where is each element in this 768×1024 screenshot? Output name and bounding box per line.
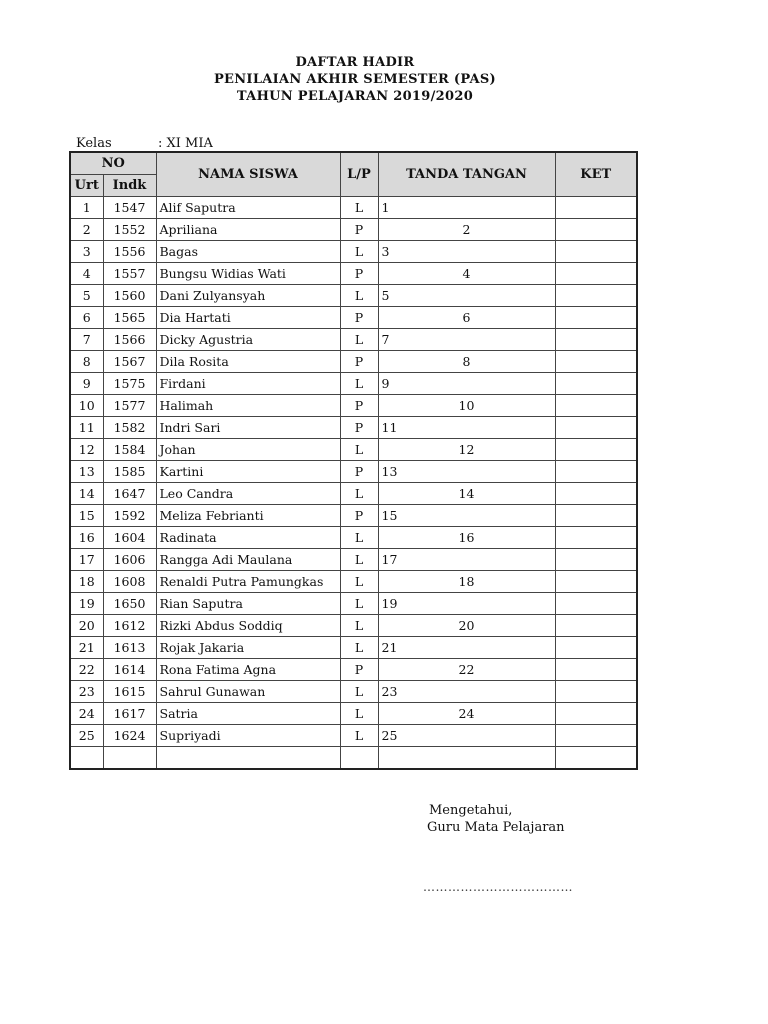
row-urt: 1 [70, 197, 103, 219]
header-no: NO [70, 152, 156, 175]
empty-cell [70, 747, 103, 770]
attendance-rows [70, 197, 637, 770]
row-ket [555, 373, 637, 395]
header-lp: L/P [340, 152, 378, 197]
row-lp: P [340, 417, 378, 439]
row-ket [555, 593, 637, 615]
attendance-table [69, 151, 638, 770]
row-indk: 1614 [103, 659, 156, 681]
row-indk: 1612 [103, 615, 156, 637]
table-row [70, 395, 637, 417]
row-tanda-tangan: 19 [378, 593, 555, 615]
row-ket [555, 197, 637, 219]
row-nama-siswa: Firdani [156, 373, 340, 395]
row-tanda-tangan: 25 [378, 725, 555, 747]
table-row [70, 351, 637, 373]
row-tanda-tangan: 3 [378, 241, 555, 263]
row-tanda-tangan: 15 [378, 505, 555, 527]
row-tanda-tangan: 11 [378, 417, 555, 439]
table-row [70, 659, 637, 681]
table-row [70, 505, 637, 527]
row-lp: L [340, 593, 378, 615]
row-ket [555, 351, 637, 373]
row-lp: P [340, 505, 378, 527]
row-indk: 1647 [103, 483, 156, 505]
row-tanda-tangan: 5 [378, 285, 555, 307]
row-ket [555, 329, 637, 351]
table-row [70, 307, 637, 329]
row-indk: 1567 [103, 351, 156, 373]
row-urt: 7 [70, 329, 103, 351]
row-urt: 16 [70, 527, 103, 549]
row-indk: 1575 [103, 373, 156, 395]
row-lp: L [340, 197, 378, 219]
row-tanda-tangan: 23 [378, 681, 555, 703]
row-nama-siswa: Bagas [156, 241, 340, 263]
header-ket: KET [555, 152, 637, 197]
row-urt: 22 [70, 659, 103, 681]
row-lp: L [340, 527, 378, 549]
row-indk: 1547 [103, 197, 156, 219]
row-ket [555, 615, 637, 637]
row-indk: 1552 [103, 219, 156, 241]
row-nama-siswa: Rojak Jakaria [156, 637, 340, 659]
row-lp: P [340, 307, 378, 329]
row-indk: 1585 [103, 461, 156, 483]
table-row [70, 263, 637, 285]
header-urt: Urt [70, 175, 103, 197]
row-tanda-tangan: 4 [378, 263, 555, 285]
row-ket [555, 241, 637, 263]
row-tanda-tangan: 12 [378, 439, 555, 461]
row-lp: L [340, 329, 378, 351]
row-nama-siswa: Dani Zulyansyah [156, 285, 340, 307]
row-lp: L [340, 483, 378, 505]
row-indk: 1606 [103, 549, 156, 571]
header-indk: Indk [103, 175, 156, 197]
row-nama-siswa: Indri Sari [156, 417, 340, 439]
empty-cell [378, 747, 555, 770]
row-nama-siswa: Satria [156, 703, 340, 725]
acknowledgement-label: Mengetahui, [429, 803, 513, 818]
row-ket [555, 219, 637, 241]
row-urt: 2 [70, 219, 103, 241]
row-urt: 14 [70, 483, 103, 505]
row-lp: P [340, 461, 378, 483]
row-urt: 4 [70, 263, 103, 285]
document-subtitle: PENILAIAN AKHIR SEMESTER (PAS) [213, 72, 497, 87]
row-tanda-tangan: 14 [378, 483, 555, 505]
row-urt: 11 [70, 417, 103, 439]
row-indk: 1560 [103, 285, 156, 307]
row-ket [555, 571, 637, 593]
row-lp: P [340, 263, 378, 285]
row-nama-siswa: Johan [156, 439, 340, 461]
row-tanda-tangan: 9 [378, 373, 555, 395]
row-indk: 1556 [103, 241, 156, 263]
row-lp: L [340, 549, 378, 571]
row-lp: L [340, 681, 378, 703]
row-nama-siswa: Halimah [156, 395, 340, 417]
row-tanda-tangan: 13 [378, 461, 555, 483]
row-ket [555, 505, 637, 527]
row-tanda-tangan: 18 [378, 571, 555, 593]
row-tanda-tangan: 7 [378, 329, 555, 351]
row-nama-siswa: Rangga Adi Maulana [156, 549, 340, 571]
empty-cell [156, 747, 340, 770]
row-urt: 5 [70, 285, 103, 307]
document-year: TAHUN PELAJARAN 2019/2020 [236, 89, 474, 104]
empty-cell [555, 747, 637, 770]
row-ket [555, 307, 637, 329]
row-urt: 15 [70, 505, 103, 527]
row-tanda-tangan: 1 [378, 197, 555, 219]
row-tanda-tangan: 24 [378, 703, 555, 725]
row-lp: L [340, 439, 378, 461]
table-row [70, 417, 637, 439]
row-tanda-tangan: 22 [378, 659, 555, 681]
row-tanda-tangan: 17 [378, 549, 555, 571]
row-lp: P [340, 351, 378, 373]
table-row [70, 285, 637, 307]
row-ket [555, 527, 637, 549]
table-row [70, 615, 637, 637]
row-urt: 19 [70, 593, 103, 615]
table-row [70, 241, 637, 263]
empty-cell [340, 747, 378, 770]
row-tanda-tangan: 8 [378, 351, 555, 373]
row-ket [555, 263, 637, 285]
row-tanda-tangan: 20 [378, 615, 555, 637]
row-ket [555, 703, 637, 725]
row-urt: 12 [70, 439, 103, 461]
table-row [70, 725, 637, 747]
row-nama-siswa: Meliza Febrianti [156, 505, 340, 527]
header-nama-siswa: NAMA SISWA [156, 152, 340, 197]
row-nama-siswa: Rian Saputra [156, 593, 340, 615]
row-ket [555, 439, 637, 461]
row-urt: 6 [70, 307, 103, 329]
table-row [70, 329, 637, 351]
row-urt: 24 [70, 703, 103, 725]
row-nama-siswa: Dicky Agustria [156, 329, 340, 351]
row-urt: 17 [70, 549, 103, 571]
row-tanda-tangan: 2 [378, 219, 555, 241]
table-row [70, 219, 637, 241]
header-tanda-tangan: TANDA TANGAN [378, 152, 555, 197]
row-ket [555, 637, 637, 659]
row-indk: 1613 [103, 637, 156, 659]
kelas-label: Kelas [76, 136, 112, 151]
row-ket [555, 285, 637, 307]
table-row [70, 461, 637, 483]
table-row [70, 681, 637, 703]
table-row [70, 439, 637, 461]
row-tanda-tangan: 21 [378, 637, 555, 659]
row-lp: L [340, 373, 378, 395]
table-row [70, 637, 637, 659]
row-indk: 1566 [103, 329, 156, 351]
row-urt: 20 [70, 615, 103, 637]
row-urt: 18 [70, 571, 103, 593]
row-lp: L [340, 725, 378, 747]
row-nama-siswa: Radinata [156, 527, 340, 549]
row-indk: 1577 [103, 395, 156, 417]
row-nama-siswa: Supriyadi [156, 725, 340, 747]
row-indk: 1565 [103, 307, 156, 329]
table-row [70, 527, 637, 549]
row-ket [555, 725, 637, 747]
row-tanda-tangan: 10 [378, 395, 555, 417]
row-indk: 1608 [103, 571, 156, 593]
table-row [70, 373, 637, 395]
row-nama-siswa: Rizki Abdus Soddiq [156, 615, 340, 637]
row-nama-siswa: Rona Fatima Agna [156, 659, 340, 681]
row-nama-siswa: Kartini [156, 461, 340, 483]
row-ket [555, 659, 637, 681]
row-urt: 3 [70, 241, 103, 263]
row-indk: 1624 [103, 725, 156, 747]
row-nama-siswa: Alif Saputra [156, 197, 340, 219]
row-indk: 1604 [103, 527, 156, 549]
row-lp: P [340, 395, 378, 417]
row-indk: 1557 [103, 263, 156, 285]
table-row [70, 703, 637, 725]
row-urt: 13 [70, 461, 103, 483]
row-lp: L [340, 571, 378, 593]
teacher-title: Guru Mata Pelajaran [427, 820, 565, 835]
row-nama-siswa: Apriliana [156, 219, 340, 241]
row-indk: 1592 [103, 505, 156, 527]
row-lp: P [340, 659, 378, 681]
row-indk: 1617 [103, 703, 156, 725]
row-urt: 9 [70, 373, 103, 395]
row-lp: P [340, 219, 378, 241]
row-lp: L [340, 615, 378, 637]
row-indk: 1582 [103, 417, 156, 439]
row-lp: L [340, 285, 378, 307]
row-ket [555, 395, 637, 417]
row-indk: 1615 [103, 681, 156, 703]
table-row [70, 571, 637, 593]
row-urt: 23 [70, 681, 103, 703]
kelas-value: : XI MIA [158, 136, 213, 151]
row-ket [555, 461, 637, 483]
row-ket [555, 483, 637, 505]
row-urt: 21 [70, 637, 103, 659]
row-nama-siswa: Leo Candra [156, 483, 340, 505]
row-nama-siswa: Dila Rosita [156, 351, 340, 373]
row-tanda-tangan: 6 [378, 307, 555, 329]
row-indk: 1584 [103, 439, 156, 461]
document-title: DAFTAR HADIR [295, 55, 415, 70]
row-urt: 10 [70, 395, 103, 417]
row-ket [555, 417, 637, 439]
signature-line: ……………………………… [423, 880, 573, 894]
row-nama-siswa: Dia Hartati [156, 307, 340, 329]
row-tanda-tangan: 16 [378, 527, 555, 549]
row-lp: L [340, 703, 378, 725]
row-ket [555, 681, 637, 703]
row-urt: 25 [70, 725, 103, 747]
row-nama-siswa: Sahrul Gunawan [156, 681, 340, 703]
row-nama-siswa: Bungsu Widias Wati [156, 263, 340, 285]
row-urt: 8 [70, 351, 103, 373]
row-lp: L [340, 637, 378, 659]
row-indk: 1650 [103, 593, 156, 615]
row-nama-siswa: Renaldi Putra Pamungkas [156, 571, 340, 593]
row-lp: L [340, 241, 378, 263]
empty-cell [103, 747, 156, 770]
table-row [70, 197, 637, 219]
table-row [70, 549, 637, 571]
table-row-empty [70, 747, 637, 770]
row-ket [555, 549, 637, 571]
table-row [70, 593, 637, 615]
table-row [70, 483, 637, 505]
